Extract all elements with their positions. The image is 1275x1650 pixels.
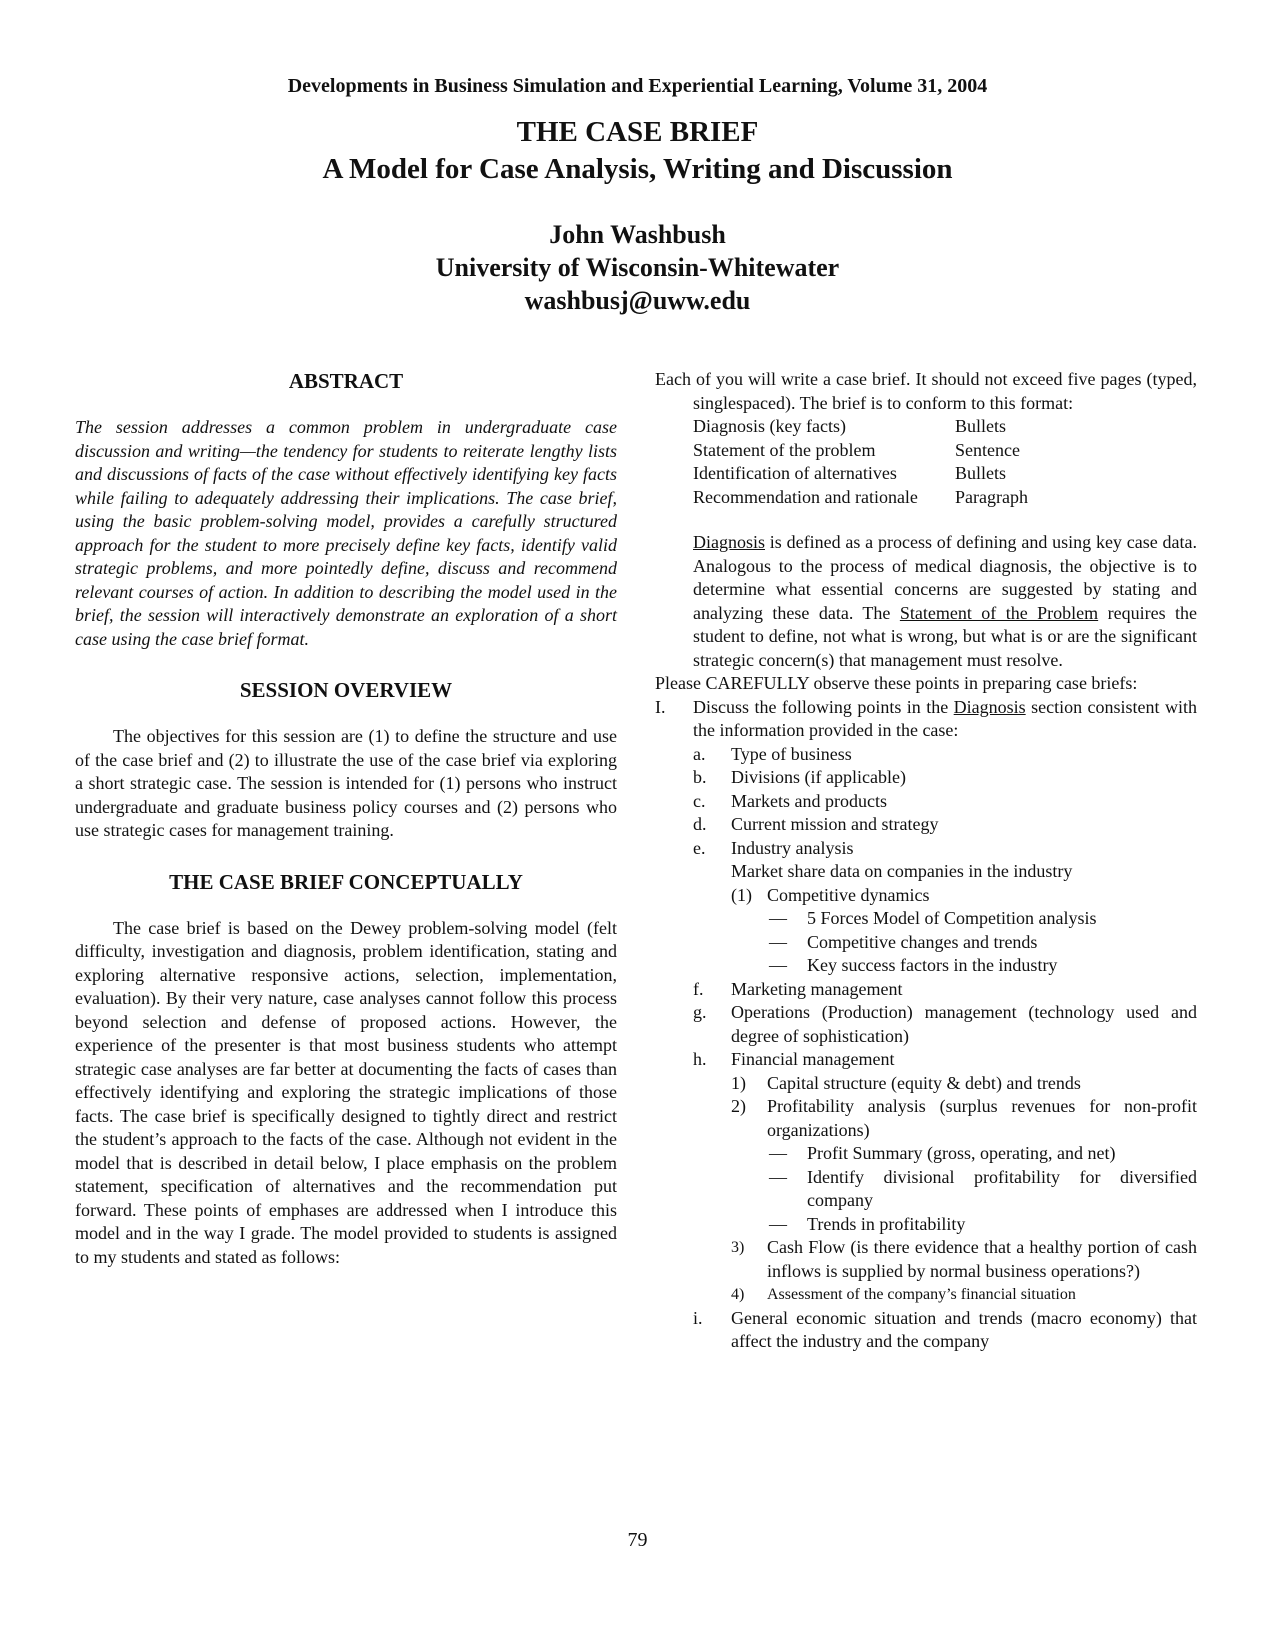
list-marker: h. [693,1049,707,1069]
dash-item [655,1166,1197,1213]
left-column [75,368,617,1269]
paper-subtitle: A Model for Case Analysis, Writing and Discussion [322,153,953,185]
list-item [655,766,1197,790]
format-section: Statement of the problem [693,439,876,460]
page-number: 79 [627,1529,648,1551]
dash-text: Trends in profitability [807,1213,966,1234]
paper-title: THE CASE BRIEF [516,116,759,148]
dash-item [655,931,1197,955]
list-marker: c. [693,790,706,811]
session-overview-heading: SESSION OVERVIEW [239,678,453,702]
list-item [655,743,1197,767]
list-marker: 3) [731,1239,745,1256]
list-marker: (1) [731,884,752,905]
dash-item [655,954,1197,978]
author-affiliation: University of Wisconsin-Whitewater [435,253,840,282]
list-item [655,1001,1197,1048]
list-text: Marketing management [731,978,903,999]
list-marker: e. [693,837,706,858]
dash-item [655,1213,1197,1237]
dash-marker: — [769,931,787,952]
list-marker: d. [693,814,707,834]
list-text: Markets and products [731,790,887,811]
author-email: washbusj@uww.edu [524,286,751,315]
dash-text: Key success factors in the industry [807,955,1058,975]
list-text: Financial management [731,1049,895,1069]
brief-instructions: Each of you will write a case brief. It should not exceed five pages (typed, singlespaced). The brief is to conform to this format: [655,369,1197,413]
list-marker: 1) [731,1072,746,1093]
list-text: Assessment of the company’s financial situation [767,1286,1076,1303]
list-text: General economic situation and trends (macro economy) that affect the industry and the company [731,1307,1197,1351]
format-form: Bullets [955,416,1007,436]
list-item [655,1095,1197,1142]
list-item [655,813,1197,837]
list-item [655,1283,1197,1307]
list-text: Discuss the following points in the Diagnosis section consistent with the information provided in the case: [693,696,1197,740]
diagnosis-term: Diagnosis [693,532,765,552]
list-item [655,1307,1197,1354]
list-marker: a. [693,743,706,764]
dash-marker: — [769,1143,787,1163]
dash-marker: — [769,1166,787,1187]
list-marker: i. [693,1307,703,1328]
format-form: Sentence [955,439,1020,460]
list-marker: 2) [731,1096,746,1116]
format-section: Diagnosis (key facts) [693,416,846,436]
right-column [655,368,1197,1354]
dash-marker: — [769,955,787,975]
list-subtext: Market share data on companies in the industry [731,861,1073,881]
abstract-text: The session addresses a common problem in undergraduate case discussion and writing—the tendency for students to reiterate lengthy lists and discussions of facts of the case without effectively identifying key facts while failing to adequately addressing their implications. The case brief, using the basic problem-solving model, provides a carefully structured approach for the student to more precisely define key facts, identify valid strategic problems, and more pointedly define, discuss and recommend relevant courses of action. In addition to describing the model used in the brief, the session will interactively demonstrate an exploration of a short case using the case brief format. [75,417,617,649]
format-row [693,486,1028,510]
dash-marker: — [769,1213,787,1234]
diagnosis-definition [655,531,1197,672]
list-item [655,1236,1197,1283]
brief-format-table [693,415,1028,509]
dash-text: Competitive changes and trends [807,931,1038,952]
dash-text: 5 Forces Model of Competition analysis [807,908,1097,928]
list-text: Profitability analysis (surplus revenues for non-profit organizations) [767,1096,1197,1140]
list-marker: I. [655,696,666,717]
list-item-I [655,696,1197,743]
careful-note: Please CAREFULLY observe these points in preparing case briefs: [655,673,1138,693]
list-marker: f. [693,978,704,999]
format-form: Bullets [955,463,1007,483]
format-form: Paragraph [955,486,1028,507]
list-text: Divisions (if applicable) [731,767,906,787]
list-text: Current mission and strategy [731,814,939,834]
list-text: Cash Flow (is there evidence that a healthy portion of cash inflows is supplied by normal business operations?) [767,1237,1197,1281]
format-row [693,439,1028,463]
list-item [655,884,1197,908]
list-text: Operations (Production) management (technology used and degree of sophistication) [731,1002,1197,1046]
list-item [655,837,1197,861]
list-marker: b. [693,767,707,787]
format-row [693,462,1028,486]
list-text: Type of business [731,743,852,764]
abstract-heading: ABSTRACT [288,369,404,393]
format-section: Identification of alternatives [693,463,897,483]
case-brief-conceptually-text: The case brief is based on the Dewey problem-solving model (felt difficulty, investigation and diagnosis, problem identification, stating and exploring alternative responsive actions, selection, implementation, evaluation). By their very nature, case analyses cannot follow this process beyond selection and defense of proposed actions. However, the experience of the presenter is that most business students who attempt strategic case analyses are far better at documenting the facts of cases than effectively identifying and exploring the strategic implications of those facts. The case brief is specifically designed to tightly direct and restrict the student’s approach to the facts of the case. Although not evident in the model that is described in detail below, I place emphasis on the problem statement, specification of alternatives and the recommendation put forward. These points of emphases are addressed when I introduce this model and in the way I grade. The model provided to students is assigned to my students and stated as follows: [75,917,617,1267]
list-item [655,978,1197,1002]
diagnosis-text: is defined as a process of defining and using key case data. Analogous to the process of medical diagnosis, the objective is to determine what essential concerns are suggested by stating and analyzing these data. The [693,532,1197,623]
statement-text: requires the student to define, not what is wrong, but what is or are the significant strategic concern(s) that management must resolve. [693,602,1198,670]
list-text: Industry analysis [731,837,854,858]
format-row [693,415,1028,439]
list-item [655,1048,1197,1072]
format-section: Recommendation and rationale [693,486,918,507]
list-item [655,1072,1197,1096]
list-text: Capital structure (equity & debt) and trends [767,1072,1081,1093]
dash-item [655,907,1197,931]
case-brief-conceptually-heading: THE CASE BRIEF CONCEPTUALLY [169,869,523,894]
dash-text: Profit Summary (gross, operating, and net) [807,1143,1116,1163]
list-item [655,790,1197,814]
list-text: Competitive dynamics [767,884,930,905]
list-marker: g. [693,1002,707,1022]
dash-text: Identify divisional profitability for diversified company [807,1166,1197,1210]
author-name: John Washbush [549,220,726,249]
statement-term: Statement of the Problem [899,602,1099,623]
session-overview-text: The objectives for this session are (1) to define the structure and use of the case brief and (2) to illustrate the use of the case brief via exploring a short strategic case. The session is intended for (1) persons who instruct undergraduate and graduate business policy courses and (2) persons who use strategic cases for management training. [75,726,617,840]
dash-marker: — [769,908,787,928]
journal-header: Developments in Business Simulation and Experiential Learning, Volume 31, 2004 [287,75,988,97]
dash-item [655,1142,1197,1166]
list-marker: 4) [731,1286,745,1303]
